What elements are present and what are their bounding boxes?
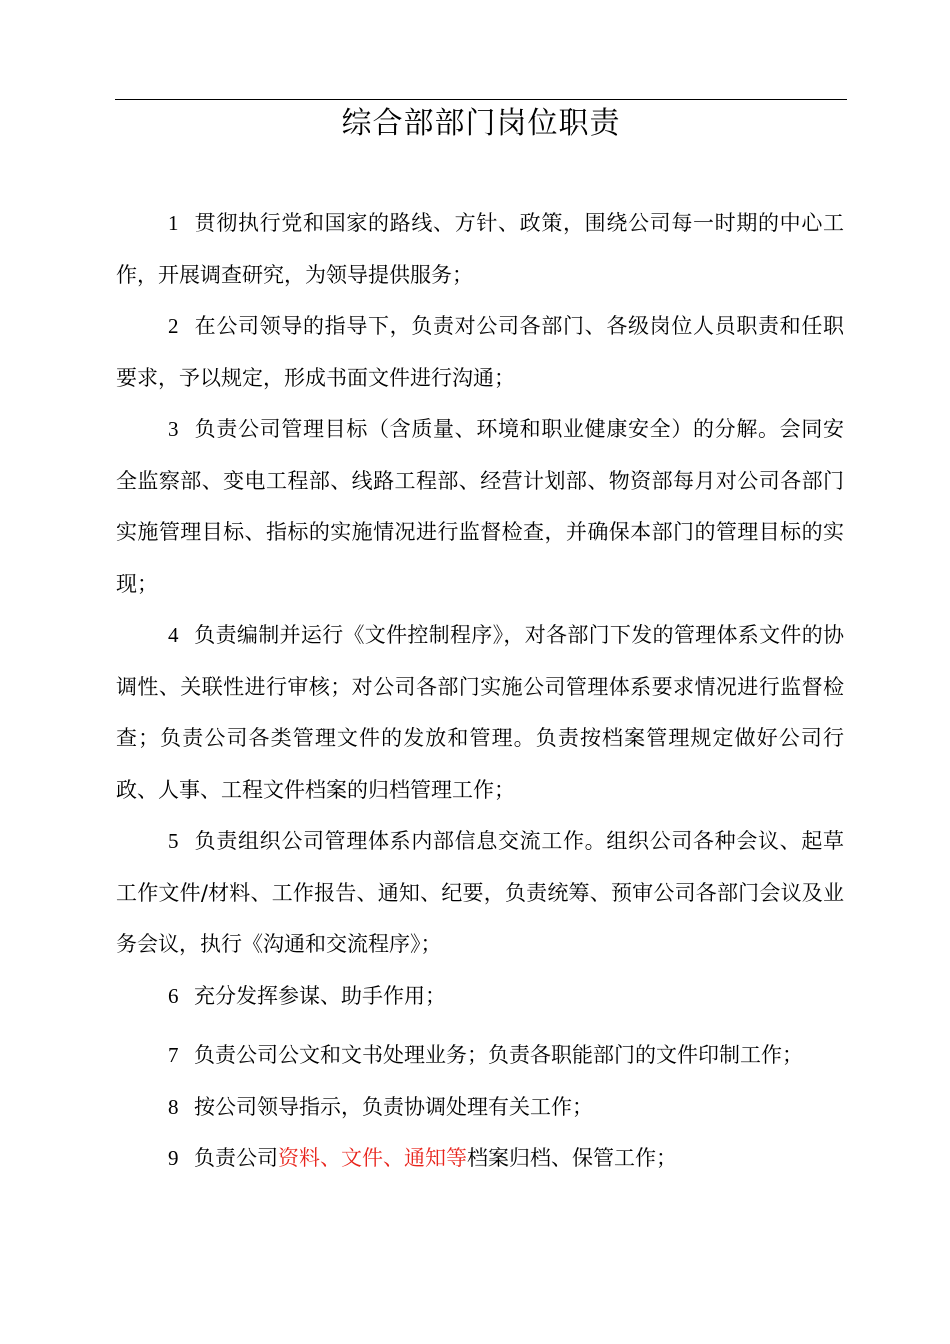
paragraph-text: 在公司领导的指导下，负责对公司各部门、各级岗位人员职责和任职要求，予以规定，形成书面文件进行沟通； [116,314,844,390]
paragraph-number: 6 [168,983,179,1008]
paragraph-text-after: 档案归档、保管工作； [467,1146,677,1170]
paragraph-number: 3 [168,417,179,441]
paragraph-text: 充分发挥参谋、助手作用； [194,983,446,1008]
paragraph-number: 7 [168,1043,179,1067]
page-title: 综合部部门岗位职责 [341,106,621,141]
document-body [116,198,844,1185]
paragraph-4 [116,610,844,816]
paragraph-1 [116,198,844,301]
paragraph-text: 贯彻执行党和国家的路线、方针、政策，围绕公司每一时期的中心工作，开展调查研究，为领导提供服务； [116,211,844,287]
paragraph-number: 5 [168,829,179,853]
paragraph-9 [116,1133,844,1185]
paragraph-number: 9 [168,1146,179,1170]
paragraph-2 [116,301,844,404]
header-rule [115,99,847,100]
paragraph-text: 负责组织公司管理体系内部信息交流工作。组织公司各种会议、起草工作文件/材料、工作报告、通知、纪要，负责统筹、预审公司各部门会议及业务会议，执行《沟通和交流程序》； [116,829,844,956]
paragraph-text: 负责公司公文和文书处理业务；负责各职能部门的文件印制工作； [194,1043,803,1067]
paragraph-text-before: 负责公司 [194,1146,278,1170]
paragraph-number: 4 [168,623,179,647]
paragraph-text: 负责公司管理目标（含质量、环境和职业健康安全）的分解。会同安全监察部、变电工程部、线路工程部、经营计划部、物资部每月对公司各部门实施管理目标、指标的实施情况进行监督检查，并确保本部门的管理目标的实现； [116,417,844,596]
paragraph-5 [116,816,844,971]
paragraph-text: 按公司领导指示，负责协调处理有关工作； [194,1094,593,1119]
highlighted-text: 资料、文件、通知等 [278,1146,467,1170]
paragraph-3 [116,404,844,610]
paragraph-8 [116,1082,844,1134]
paragraph-text: 负责编制并运行《文件控制程序》，对各部门下发的管理体系文件的协调性、关联性进行审核；对公司各部门实施公司管理体系要求情况进行监督检查；负责公司各类管理文件的发放和管理。负责按档案管理规定做好公司行政、人事、工程文件档案的归档管理工作； [116,623,844,802]
paragraph-number: 2 [168,314,179,338]
paragraph-number: 1 [168,211,179,235]
paragraph-number: 8 [168,1094,179,1119]
paragraph-7 [116,1030,844,1082]
paragraph-6 [116,971,844,1023]
